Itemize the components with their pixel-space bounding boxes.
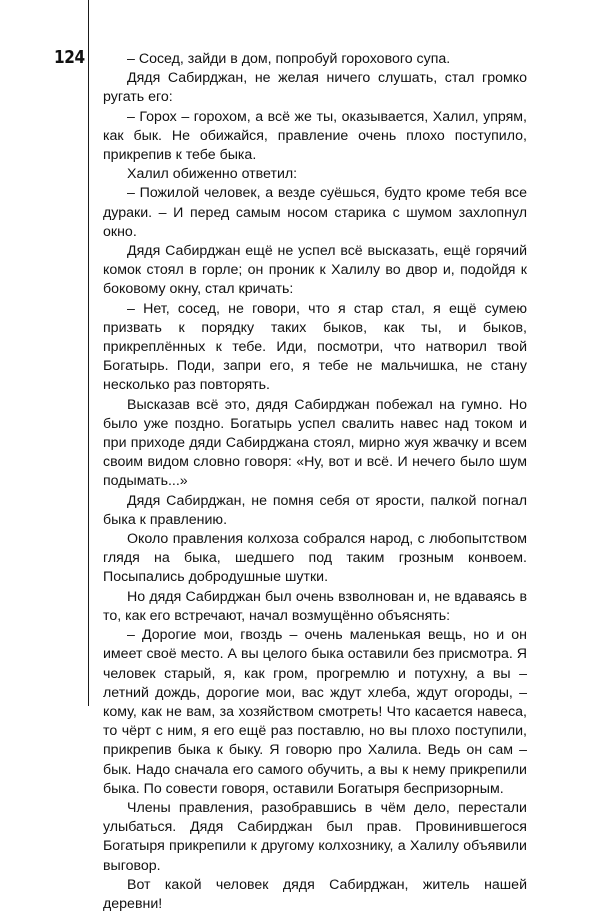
paragraph: – Дорогие мои, гвоздь – очень маленькая вещь, но и он имеет своё место. А вы целого быка оставили без присмотра. Я человек старый, я, как гром, прогремлю и потухну, а вы – летний дождь, дорогие мои, вас ждут хлеба, ждут огороды, – кому, как не вам, за хозяйством смотреть! Что касается навеса, то чёрт с ним, я его ещё раз поставлю, но вы плохо поступили, прикрепив быка к быку. Я говорю про Халила. Ведь он сам – бык. Надо сначала его самого обучить, а вы к нему прикрепили быка. По совести говоря, оставили Богатыря беспризорным. <box>103 627 527 797</box>
page-number: 124 <box>54 47 85 68</box>
paragraph: Вот какой человек дядя Сабирджан, житель нашей деревни! <box>103 876 527 912</box>
paragraph: Но дядя Сабирджан был очень взволнован и, не вдаваясь в то, как его встречают, начал возмущённо объяснять: <box>103 588 527 624</box>
paragraph: Высказав всё это, дядя Сабирджан побежал на гумно. Но было уже поздно. Богатырь успел свалить навес над током и при приходе дяди Сабирджана стоял, мирно жуя жвачку и всем своим видом словно говоря: «Ну, вот и всё. И нечего было шум подымать...» <box>103 396 527 490</box>
paragraph: Около правления колхоза собрался народ, с любопытством глядя на быка, шедшего под таким грозным конвоем. Посыпались добродушные шутки. <box>103 531 527 586</box>
paragraph: Дядя Сабирджан, не желая ничего слушать, стал громко ругать его: <box>103 70 527 106</box>
paragraph: Члены правления, разобравшись в чём дело, перестали улыбаться. Дядя Сабирджан был прав. Провинившегося Богатыря прикрепили к другому колхознику, а Халилу объявили выговор. <box>103 799 527 874</box>
body-text <box>103 50 527 914</box>
paragraph: Халил обиженно ответил: <box>127 166 298 183</box>
paragraph: – Горох – горохом, а всё же ты, оказывается, Халил, упрям, как бык. Не обижайся, правление очень плохо поступило, прикрепив к тебе быка. <box>103 108 527 164</box>
paragraph: Дядя Сабирджан, не помня себя от ярости, палкой погнал быка к правлению. <box>103 492 527 528</box>
margin-rule <box>88 0 89 706</box>
paragraph: – Пожилой человек, а везде суёшься, будто кроме тебя все дураки. – И перед самым носом старика с шумом захлопнул окно. <box>103 185 527 240</box>
paragraph: – Сосед, зайди в дом, попробуй горохового супа. <box>127 51 451 67</box>
paragraph: Дядя Сабирджан ещё не успел всё высказать, ещё горячий комок стоял в горле; он проник к Халилу во двор и, подойдя к боковому окну, стал кричать: <box>103 243 527 298</box>
paragraph: – Нет, сосед, не говори, что я стар стал, я ещё сумею призвать к порядку таких быков, как ты, и быков, прикреплённых к тебе. Иди, посмотри, что натворил твой Богатырь. Поди, запри его, я тебе не мальчишка, не стану несколько раз повторять. <box>103 300 527 394</box>
